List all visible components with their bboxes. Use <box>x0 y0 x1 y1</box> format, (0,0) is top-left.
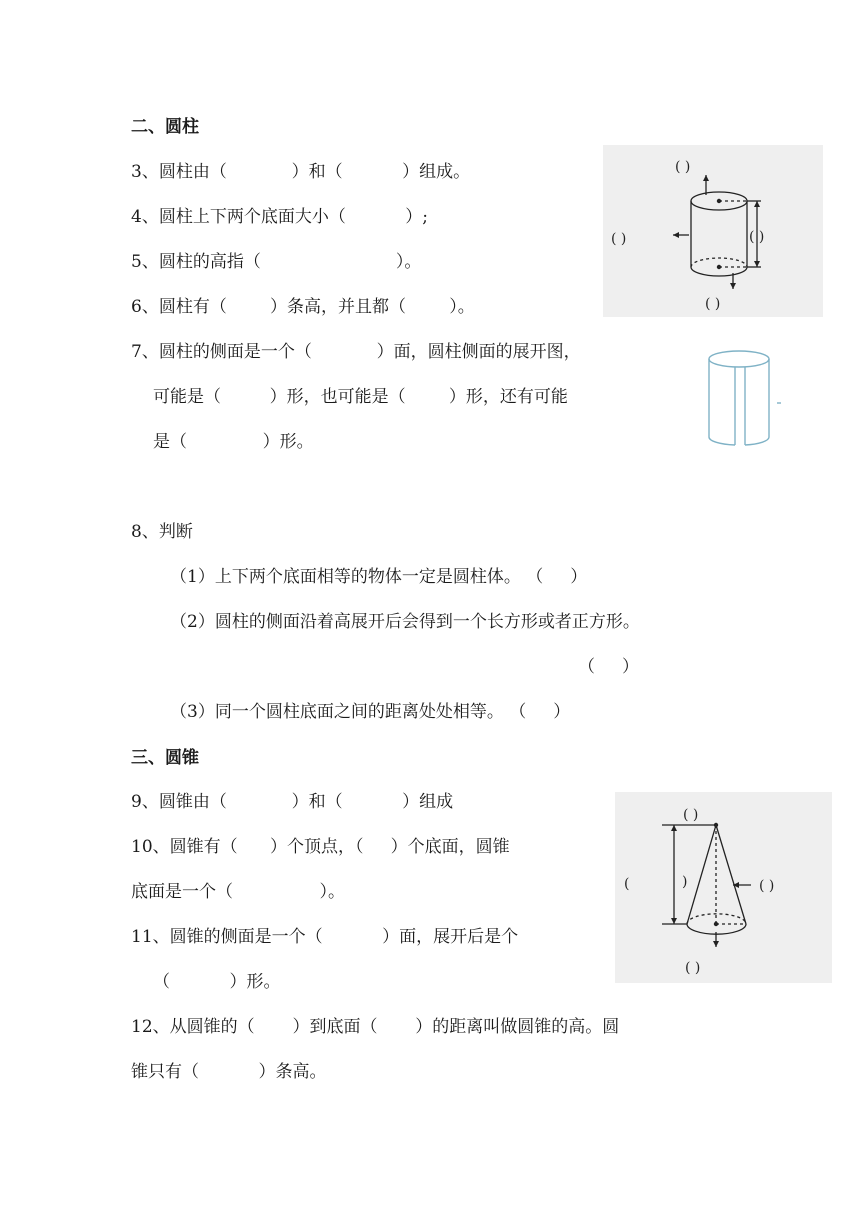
question-3: 3、圆柱由（ ）和（ ）组成。 <box>131 162 471 182</box>
cylinder-label-right: ( ) <box>749 229 765 245</box>
question-5: 5、圆柱的高指（ ）。 <box>131 252 422 272</box>
section-title-cylinder: 二、圆柱 <box>131 117 199 137</box>
question-8-title: 8、判断 <box>131 522 193 542</box>
question-4: 4、圆柱上下两个底面大小（ ）; <box>131 207 428 227</box>
cone-label-left-open: ( <box>624 876 630 892</box>
question-12-line-1: 12、从圆锥的（ ）到底面（ ）的距离叫做圆锥的高。圆 <box>131 1017 620 1037</box>
cylinder-lateral-surface-figure <box>703 347 783 451</box>
cone-label-left-close: ) <box>682 874 688 890</box>
question-7-line-1: 7、圆柱的侧面是一个（ ）面，圆柱侧面的展开图， <box>131 342 581 362</box>
question-11-line-1: 11、圆锥的侧面是一个（ ）面，展开后是个 <box>131 927 519 947</box>
cone-diagram <box>615 792 832 983</box>
cylinder-label-top: ( ) <box>675 159 691 175</box>
question-8-2-answer-paren: （ ） <box>578 657 640 677</box>
question-7-line-2: 可能是（ ）形，也可能是（ ）形，还有可能 <box>153 387 568 407</box>
question-9: 9、圆锥由（ ）和（ ）组成 <box>131 792 454 812</box>
cone-label-right: ( ) <box>759 878 775 894</box>
question-10-line-1: 10、圆锥有（ ）个顶点，（ ）个底面，圆锥 <box>131 837 510 857</box>
question-8-2: （2）圆柱的侧面沿着高展开后会得到一个长方形或者正方形。 <box>170 612 640 632</box>
cone-label-bottom: ( ) <box>685 960 701 976</box>
question-7-line-3: 是（ ）形。 <box>153 432 314 452</box>
cylinder-label-bottom: ( ) <box>705 296 721 312</box>
cylinder-label-left: ( ) <box>611 231 627 247</box>
question-12-line-2: 锥只有（ ）条高。 <box>131 1062 327 1082</box>
question-6: 6、圆柱有（ ）条高，并且都（ ）。 <box>131 297 475 317</box>
question-8-3: （3）同一个圆柱底面之间的距离处处相等。 （ ） <box>170 702 571 722</box>
section-title-cone: 三、圆锥 <box>131 748 199 768</box>
question-8-1: （1）上下两个底面相等的物体一定是圆柱体。 （ ） <box>170 567 588 587</box>
cylinder-diagram <box>603 145 823 317</box>
cone-label-top: ( ) <box>683 807 699 823</box>
question-11-line-2: （ ）形。 <box>153 972 281 992</box>
question-10-line-2: 底面是一个（ ）。 <box>131 882 345 902</box>
